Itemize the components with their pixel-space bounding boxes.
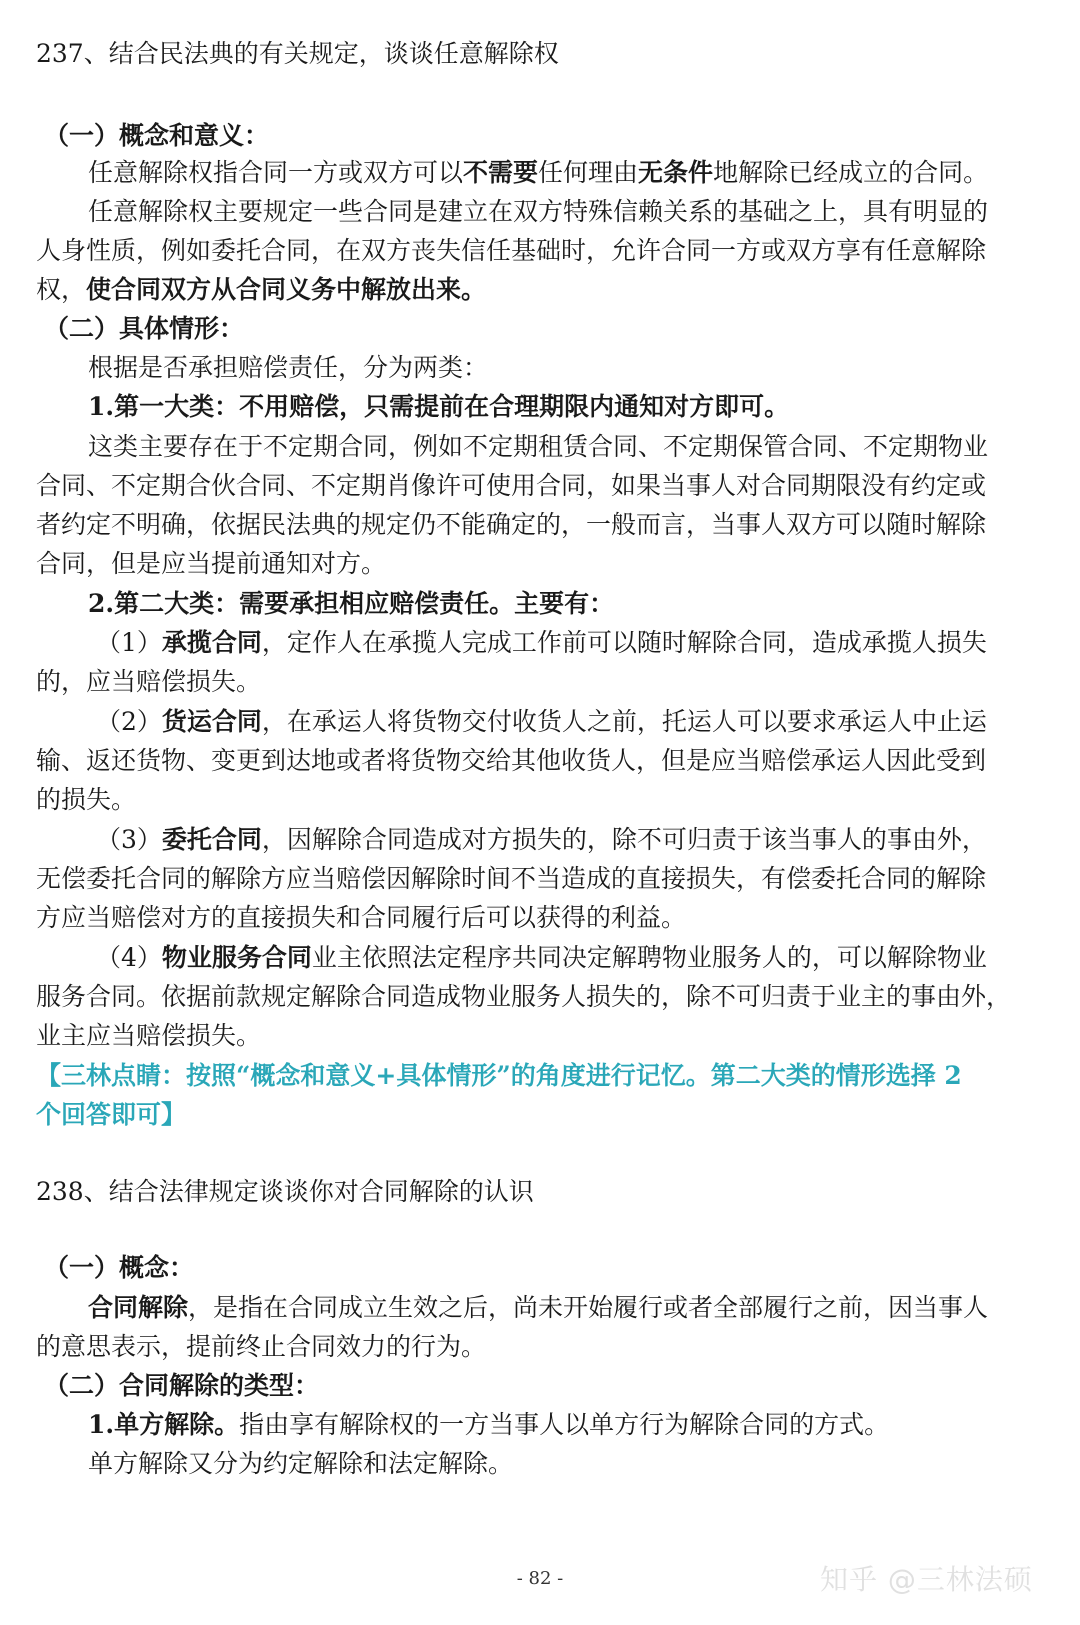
- q237-item2-bold: 货运合同: [161, 707, 262, 736]
- q237-category2-heading: 2.第二大类：需要承担相应赔偿责任。主要有：: [88, 589, 615, 618]
- q237-para1-bold-a: 不需要: [463, 158, 539, 187]
- q237-para2-line3: [36, 274, 1080, 306]
- q238-para1-line1: [88, 1292, 1080, 1324]
- q237-item1-number: （1）: [96, 628, 162, 657]
- page-number: - 82 -: [516, 1568, 564, 1589]
- q237-para1-text-a: 任意解除权指合同一方或双方可以: [88, 158, 464, 187]
- q237-item3-text: ，因解除合同造成对方损失的，除不可归责于该当事人的事由外，: [261, 825, 987, 854]
- q237-para2-line1: 任意解除权主要规定一些合同是建立在双方特殊信赖关系的基础之上，具有明显的: [88, 197, 989, 226]
- q237-item3-line1: [96, 824, 1080, 856]
- q237-category1-line4: 合同，但是应当提前通知对方。: [36, 549, 387, 578]
- q237-para1-text-b: 任何理由: [538, 158, 639, 187]
- q237-para2-line3-text: 权，: [36, 275, 87, 304]
- q238-section2-heading: （二）合同解除的类型：: [44, 1371, 320, 1400]
- q237-item3-bold: 委托合同: [161, 825, 262, 854]
- q237-item3-line2: 无偿委托合同的解除方应当赔偿因解除时间不当造成的直接损失，有偿委托合同的解除: [36, 864, 987, 893]
- q237-para1: [88, 157, 1080, 189]
- q237-item2-line1: [96, 706, 1080, 738]
- q237-para3: 根据是否承担赔偿责任，分为两类：: [88, 353, 489, 382]
- q237-item2-number: （2）: [96, 707, 162, 736]
- q237-item2-line2: 输、返还货物、变更到达地或者将货物交给其他收货人，但是应当赔偿承运人因此受到: [36, 746, 987, 775]
- q238-para1-bold: 合同解除: [88, 1293, 189, 1322]
- q237-para1-text-c: 地解除已经成立的合同。: [713, 158, 989, 187]
- q237-para2-line3-bold: 使合同双方从合同义务中解放出来。: [86, 275, 487, 304]
- q237-para1-bold-b: 无条件: [638, 158, 714, 187]
- q237-section1-heading: （一）概念和意义：: [44, 121, 270, 150]
- q238-para1-text: ，是指在合同成立生效之后，尚未开始履行或者全部履行之前，因当事人: [188, 1293, 989, 1322]
- q237-category1-line3: 者约定不明确，依据民法典的规定仍不能确定的，一般而言，当事人双方可以随时解除: [36, 510, 987, 539]
- q237-item4-line1: [96, 942, 1080, 974]
- q237-item4-line3: 业主应当赔偿损失。: [36, 1021, 262, 1050]
- q237-para2-line2: 人身性质，例如委托合同，在双方丧失信任基础时，允许合同一方或双方享有任意解除: [36, 236, 987, 265]
- q237-item1-line1: [96, 627, 1080, 659]
- q238-para1-line2: 的意思表示，提前终止合同效力的行为。: [36, 1332, 487, 1361]
- q238-title: 238、结合法律规定谈谈你对合同解除的认识: [36, 1177, 534, 1206]
- q237-item2-line3: 的损失。: [36, 785, 137, 814]
- q237-tip-line2: 个回答即可】: [36, 1100, 187, 1129]
- q237-item3-number: （3）: [96, 825, 162, 854]
- q237-item4-number: （4）: [96, 943, 162, 972]
- q237-item3-line3: 方应当赔偿对方的直接损失和合同履行后可以获得的利益。: [36, 903, 687, 932]
- q237-title: 237、结合民法典的有关规定，谈谈任意解除权: [36, 39, 559, 68]
- q237-item1-bold: 承揽合同: [161, 628, 262, 657]
- q237-item4-line2: 服务合同。依据前款规定解除合同造成物业服务人损失的，除不可归责于业主的事由外，: [36, 982, 1012, 1011]
- q237-item1-line2: 的，应当赔偿损失。: [36, 667, 262, 696]
- q237-section2-heading: （二）具体情形：: [44, 314, 245, 343]
- q237-category1-heading: 1.第一大类：不用赔偿，只需提前在合理期限内通知对方即可。: [88, 392, 790, 421]
- q237-item4-bold: 物业服务合同: [161, 943, 312, 972]
- q238-type1-line2: 单方解除又分为约定解除和法定解除。: [88, 1449, 514, 1478]
- watermark: 知乎 @三林法硕: [820, 1563, 1033, 1596]
- q237-item2-text: ，在承运人将货物交付收货人之前，托运人可以要求承运人中止运: [261, 707, 987, 736]
- q237-category1-line2: 合同、不定期合伙合同、不定期肖像许可使用合同，如果当事人对合同期限没有约定或: [36, 471, 987, 500]
- q237-tip-line1: 【三林点睛：按照“概念和意义+具体情形”的角度进行记忆。第二大类的情形选择 2: [36, 1061, 962, 1090]
- q237-item4-text: 业主依照法定程序共同决定解聘物业服务人的，可以解除物业: [311, 943, 987, 972]
- q238-type1-text: 指由享有解除权的一方当事人以单方行为解除合同的方式。: [239, 1410, 890, 1439]
- q238-type1-bold: 1.单方解除。: [88, 1410, 240, 1439]
- q237-category1-line1: 这类主要存在于不定期合同，例如不定期租赁合同、不定期保管合同、不定期物业: [88, 432, 989, 461]
- q237-item1-text: ，定作人在承揽人完成工作前可以随时解除合同，造成承揽人损失: [261, 628, 987, 657]
- q238-type1-line1: [88, 1409, 1080, 1441]
- q238-section1-heading: （一）概念：: [44, 1253, 195, 1282]
